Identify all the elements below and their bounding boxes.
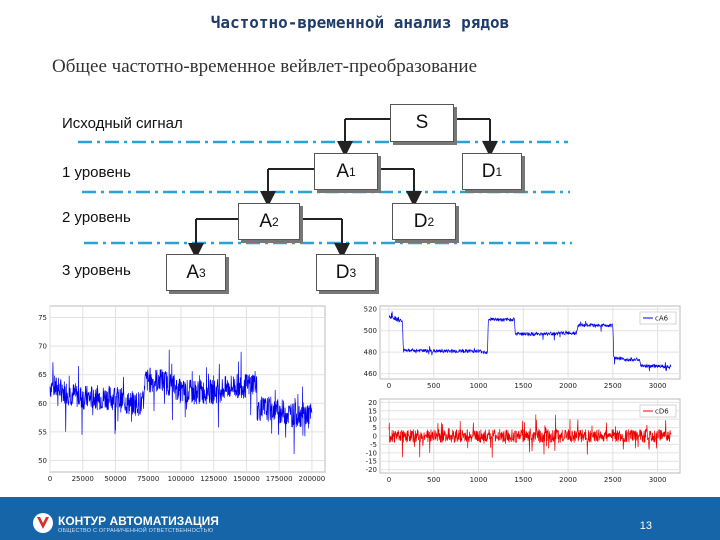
x-tick-label: 3000	[648, 382, 667, 390]
level-label-3: 3 уровень	[62, 262, 131, 279]
x-tick-label: 1000	[469, 382, 488, 390]
y-tick-label: -20	[365, 466, 377, 475]
x-tick-label: 2500	[603, 476, 622, 484]
y-tick-label: -10	[365, 449, 377, 458]
y-tick-label: 55	[38, 428, 47, 437]
x-tick-label: 0	[386, 476, 392, 484]
company-name: КОНТУР АВТОМАТИЗАЦИЯ	[58, 514, 219, 528]
y-tick-label: 60	[38, 399, 47, 408]
x-tick-label: 1500	[514, 476, 533, 484]
y-tick-label: 15	[368, 407, 377, 416]
plot-area	[380, 306, 680, 379]
y-tick-label: 0	[372, 432, 377, 441]
chart-cd6	[345, 394, 690, 490]
y-tick-label: 480	[363, 348, 377, 357]
node-s: S	[390, 104, 454, 142]
node-a1: A 1	[314, 153, 378, 190]
x-tick-label: 100000	[167, 475, 195, 483]
x-tick-label: 2000	[559, 476, 577, 484]
legend-label: cA6	[655, 314, 669, 323]
y-tick-label: -5	[370, 440, 377, 449]
x-tick-label: 25000	[71, 475, 94, 483]
chart-ca6	[345, 300, 690, 394]
x-tick-label: 150000	[233, 475, 260, 483]
company-logo-icon	[32, 512, 54, 534]
chart-original-signal	[30, 300, 330, 492]
x-tick-label: 75000	[137, 475, 160, 483]
y-tick-label: 5	[372, 424, 377, 433]
node-d3: D 3	[316, 254, 376, 291]
legend-label: cD6	[655, 407, 669, 416]
x-tick-label: 50000	[104, 475, 127, 483]
y-tick-label: 460	[363, 370, 377, 379]
y-tick-label: 65	[38, 371, 47, 380]
node-a3: A 3	[166, 254, 226, 291]
company-subtitle: ОБЩЕСТВО С ОГРАНИЧЕННОЙ ОТВЕТСТВЕННОСТЬЮ	[58, 528, 214, 534]
node-d1: D 1	[462, 153, 522, 190]
x-tick-label: 2000	[559, 382, 577, 390]
x-tick-label: 175000	[265, 475, 293, 483]
x-tick-label: 0	[47, 475, 53, 483]
slide-subtitle: Общее частотно-временное вейвлет-преобразование	[52, 56, 478, 77]
x-tick-label: 1500	[514, 382, 533, 390]
x-tick-label: 1000	[469, 476, 488, 484]
node-a2: A 2	[238, 203, 300, 240]
x-tick-label: 200000	[298, 475, 326, 483]
page-number: 13	[639, 520, 652, 532]
level-label-2: 2 уровень	[62, 209, 131, 226]
y-tick-label: 70	[38, 342, 47, 351]
x-tick-label: 2500	[603, 382, 622, 390]
y-tick-label: 20	[368, 398, 377, 407]
x-tick-label: 500	[427, 476, 441, 484]
x-tick-label: 3000	[648, 476, 667, 484]
node-d2: D 2	[392, 203, 456, 240]
x-tick-label: 125000	[200, 475, 228, 483]
y-tick-label: 75	[38, 313, 47, 322]
slide-title: Частотно-временной анализ рядов	[210, 13, 510, 32]
y-tick-label: 520	[363, 305, 377, 314]
y-tick-label: -15	[365, 457, 377, 466]
level-label-source: Исходный сигнал	[62, 115, 183, 132]
level-label-1: 1 уровень	[62, 164, 131, 181]
y-tick-label: 10	[368, 415, 377, 424]
y-tick-label: 500	[363, 327, 377, 336]
y-tick-label: 50	[38, 457, 47, 466]
x-tick-label: 0	[386, 382, 392, 390]
x-tick-label: 500	[427, 382, 441, 390]
